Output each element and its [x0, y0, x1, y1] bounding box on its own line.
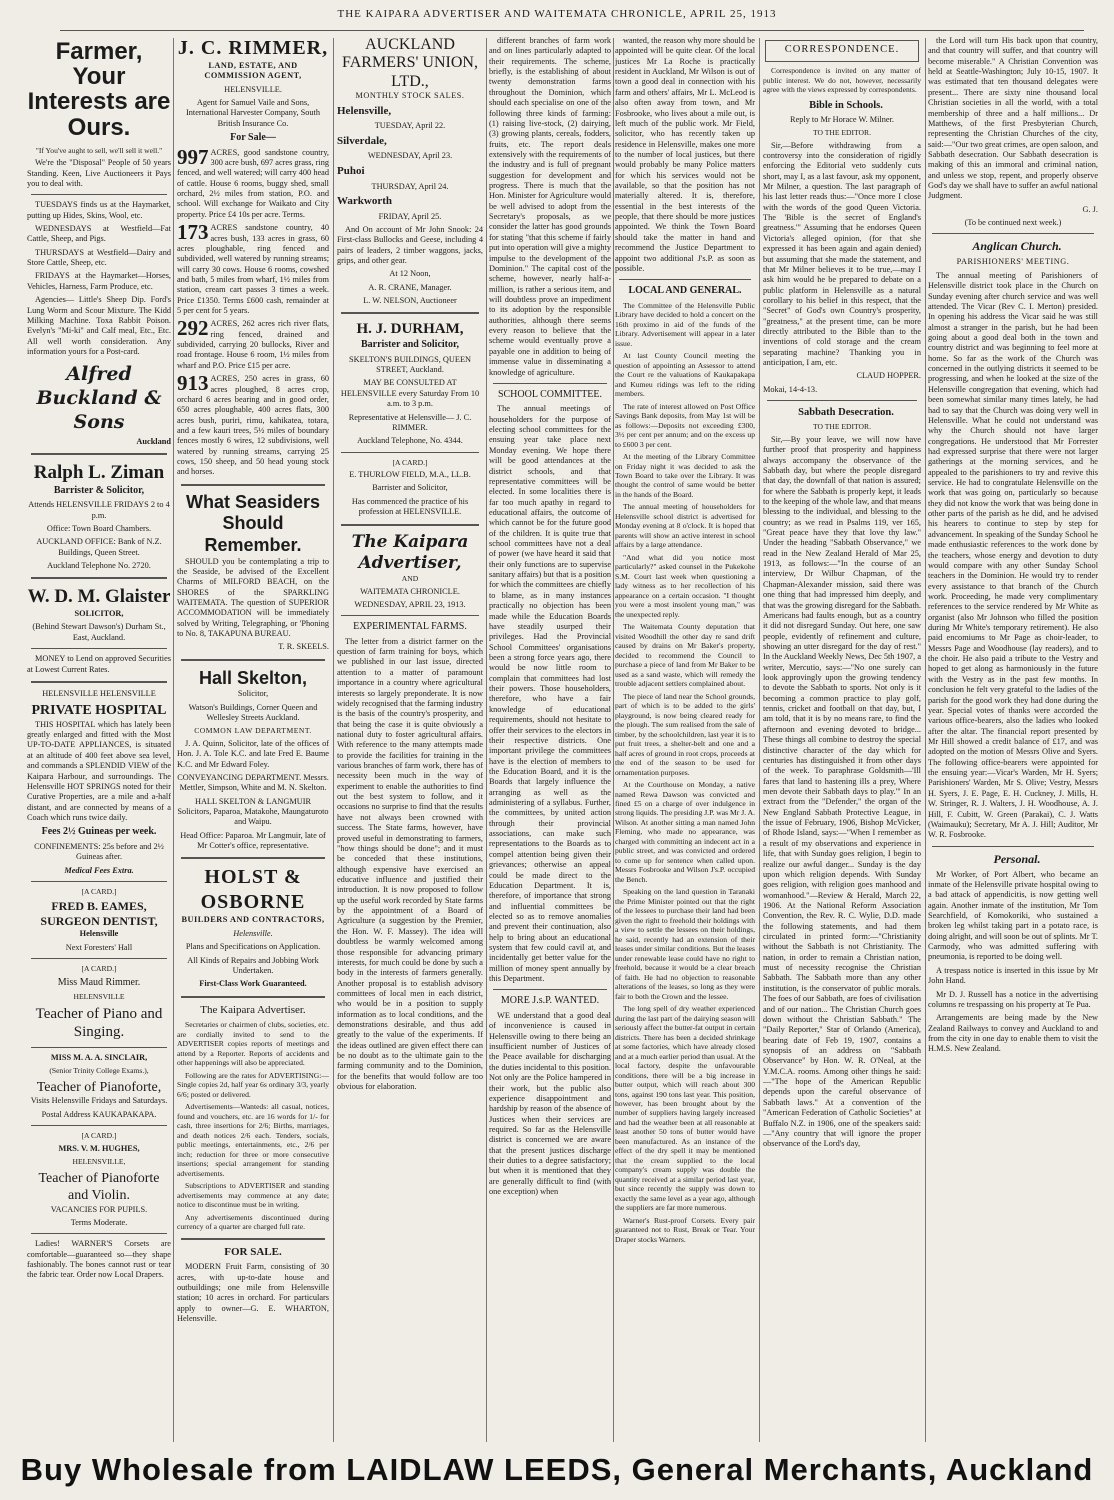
- lg-item-8: The piece of land near the School grounds, part of which is to be added to the girls' playground, is now being cleared ready for the plough. The sum realised from the sale of timber, by the schoolchildren, last year it is to put fruit trees, a shelter-belt and one and a half acres of ground in root crops, proceeds at the end of the season to be used for ornamentation purposes.: [615, 691, 755, 777]
- glaister-address: (Behind Stewart Dawson's) Durham St., East, Auckland.: [32, 622, 166, 642]
- farmer-quote: "If You've aught to sell, we'll sell it well.": [35, 145, 163, 155]
- skelton-headline: Hall Skelton,: [198, 667, 308, 688]
- durham-consult: MAY BE CONSULTED AT HELENSVILLE every Saturday From 10 a.m. to 3 p.m.: [340, 378, 480, 409]
- hospital-town: HELENSVILLE HELENSVILLE: [42, 688, 156, 698]
- hospital-extra: Medical Fees Extra.: [64, 865, 134, 875]
- divider: [932, 233, 1094, 234]
- column-rule: [759, 38, 760, 1442]
- holst-repairs: All Kinds of Repairs and Jobbing Work Undertaken.: [187, 955, 319, 975]
- sale-warkworth-date: FRIDAY, April 25.: [378, 211, 442, 221]
- sabbath-signature: G. J.: [1082, 204, 1098, 214]
- sale-silverdale: Silverdale,: [337, 134, 387, 147]
- lg-item-6: "And what did you notice most particularly?" asked counsel in the Pukekohe S.M. Court last week when questioning a lady witness as to her recollection of his appearance on a certain occasion. "I thought you were a most insolent young man," was the unexpected reply.: [615, 552, 755, 619]
- divider: [767, 400, 917, 401]
- farmer-headline: Farmer, Your Interests are Ours.: [27, 38, 171, 141]
- ef-body: The letter from a district farmer on the question of farm training for boys, which we published in our last issue, directed attention to a matter of paramount importance in a country where agricultural interests so largely preponderate. It is now widely recognised that the farming industry is the basis of the country's prosperity, and that being the case it is quite obviously a national duty to foster agricultural affairs. With reference to the many attempts made to provide the facilities for training in the various branches of farm work, there has of necessity been much in the way of experiment to enable the authorities to find out the best system to follow, and it occasions no surprise to find that the results have not always been crowned with success. The State farms, however, have proved useful in demonstrating to farmers, "how things should be done"; and it must be conceded that these institutions, although expensive have exercised an educative influence and justified their introduction. It is now proposed to follow up the useful work recorded by State farms by the appointment of a Board of Agriculture (a suggestion by the Premier, the Hon. W. F. Massey). The idea will doubtless be warmly welcomed among those responsible for advancing primary interests, for much could be done by such a body in the interests of farmers generally. Another proposal is to establish advisory committees of local men in each district, who would be in a position to supply information as to local conditions, and the demonstrations desirable, and thus add greatly to the value of the experiments. If the ideas outlined are given effect there can be no doubt as to the ultimate gain to the farming community and to the Dominion, for the benefits that would follow are too obvious for elaboration.: [337, 636, 483, 1092]
- corsets-ad: Ladies! WARNER'S Corsets are comfortable—guaranteed so—they shape fashionably. The bones cannot rust or tear the fabric tear. Order now Local Drapers.: [27, 1239, 171, 1280]
- sale-puhoi-date: THURSDAY, April 24.: [371, 181, 449, 191]
- column-6: [763, 36, 921, 1444]
- seasiders-body: SHOULD you be contemplating a trip to the Seaside, be advised of the Excellent Charms of MILFORD BEACH, on the SHORES of the SPARKLING WAITEMATA. The question of SUPERIOR ACCOMMODATION will be immediately solved by Writing, Telegraphing, or 'Phoning to No. 8, TAKAPUNA BUREAU.: [177, 556, 329, 639]
- divider: [181, 857, 325, 859]
- paper-title: The Kaipara Advertiser,: [351, 531, 469, 573]
- hughes-name: MRS. V. M. HUGHES,: [58, 1143, 140, 1153]
- hughes-vacancies: VACANCIES FOR PUPILS.: [50, 1204, 148, 1214]
- lg-item-1: The Committee of the Helensville Public Library have decided to hold a concert on the 16th proximo in aid of the funds of the Library. Advertisement will appear in a later issue.: [615, 300, 755, 348]
- personal-item-3: Mr D. J. Russell has a notice in the advertising columns re trespassing on his property at Te Pua.: [928, 989, 1098, 1009]
- bible-reply: Reply to Mr Horace W. Milner.: [790, 114, 894, 124]
- listing-913: [177, 371, 329, 478]
- durham-role: Barrister and Solicitor,: [360, 339, 460, 351]
- column-3: [337, 36, 483, 1444]
- jp-continued: wanted, the reason why more should be appointed will be quite clear. Of the local justices Mr La Roche is practically resident in Auckland, Mr Wilson is out of town a good deal in connection with his farm and others' affairs, Mr L. McLeod is also often away from town, and Mr Fosbrooke, who lives about a mile out, is left much of the public work. Mr Field, solicitor, who has recently taken up residence in Helensville, makes one more to the number of local justices, but there would probably be many Police matters for which his services would not be available, so that the position has not materially altered. It is, therefore, essential in the best interests of the people, that there should be more justices appointed. We think the Town Board should take the matter in hand and recommend the Justice Department to appoint two additional J's.P. as soon as possible.: [615, 36, 755, 273]
- bible-body: Sir,—Before withdrawing from a controversy into the consideration of rigidly enforcing the Editorial veto suddenly cuts short, may I, as a last favour, ask my opponent, Mr Milner, a question. The last paragraph of his last letter reads thus:—"Once more I close with the words of the good Queen Victoria. The 'Bible is the secret of England's greatness.'" Assuming that he endorses Queen Victoria's alleged opinion, (for that she expressed it has been again and again denied) but assuming that she made the statement, and that Mr Milner believes it to be true,—may I ask him would he be prepared to debate on a public platform in Helensville as a natural corollary to his belief in this respect, that the "Secret" of God's own Country's prosperity, "greatness," at the present time, can be more directly attributed to the Bible than to the inventions of cold storage and the cream separating machine? Thanking you in anticipation, I am, etc.: [763, 140, 921, 368]
- sinclair-name: MISS M. A. A. SINCLAIR,: [50, 1053, 148, 1063]
- farmer-fridays: FRIDAYS at the Haymarket—Horses, Vehicles, Harness, Farm Produce, etc.: [27, 271, 171, 291]
- card-label: [A CARD.]: [392, 457, 428, 467]
- anglican-sub: PARISHIONERS' MEETING.: [956, 257, 1070, 267]
- rimmer-teacher-role: Teacher of Piano and Singing.: [35, 1005, 163, 1041]
- column-rule: [925, 38, 926, 1442]
- sale-body: MODERN Fruit Farm, consisting of 30 acres, with up-to-date house and outbuildings; one mile from Helensville station; 10 acres in orchard. For particulars apply to owner—G. E. WHARTON, Helensville.: [177, 1262, 329, 1324]
- divider: [341, 615, 479, 616]
- divider: [181, 484, 325, 486]
- listing-292-text: ACRES, 262 acres rich river flats, ring fenced, drained and subdivided, carrying 20 bullocks, River and road frontage. House 6 room, 1½ miles from wharf and P.O. Price £15 per acre.: [177, 319, 329, 370]
- ziman-name: Ralph L. Ziman: [33, 461, 165, 483]
- seasiders-headline: What Seasiders Should Remember.: [185, 491, 321, 555]
- divider: [493, 989, 607, 990]
- divider: [31, 194, 167, 195]
- durham-telephone: Auckland Telephone, No. 4344.: [357, 436, 463, 446]
- listing-173: [177, 220, 329, 316]
- holst-guarantee: First-Class Work Guaranteed.: [199, 979, 307, 989]
- glaister-name: W. D. M. Glaister: [27, 586, 171, 608]
- corr-headline: CORRESPONDENCE.: [784, 44, 900, 55]
- corr-note: Correspondence is invited on any matter of public interest. We do not, however, necessarily agree with the views expressed by correspondents.: [763, 66, 921, 95]
- holst-plans: Plans and Specifications on Application.: [185, 942, 321, 952]
- hospital-confinements: CONFINEMENTS: 25s before and 2½ Guineas after.: [34, 841, 164, 862]
- money-notice: MONEY to Lend on approved Securities at Lowest Current Rates.: [27, 654, 171, 674]
- column-rule: [173, 38, 174, 1442]
- skelton-head-office: Head Office: Paparoa. Mr Langmuir, late of Mr Cotter's office, representative.: [180, 830, 326, 851]
- divider: [181, 1238, 325, 1240]
- masthead: [0, 0, 1114, 38]
- lg-item-3: The rate of interest allowed on Post Office Savings Bank deposits, from May 1st will be as follows:—Deposits not exceeding £300, 3½ per cent per annum; and on the excess up to £600 3 per cent.: [615, 401, 755, 449]
- field-role: Barrister and Solicitor,: [372, 483, 448, 493]
- listing-913-acres: 913: [177, 371, 209, 396]
- personal-item-4: Arrangements are being made by the New Zealand Railways to convey and Auckland to and from the city in one day to enable them to visit the H.M.S. New Zealand.: [928, 1013, 1098, 1054]
- rimmer-headline: J. C. RIMMER,: [177, 37, 329, 59]
- anglican-headline: Anglican Church.: [972, 239, 1062, 254]
- sinclair-visits: Visits Helensville Fridays and Saturdays.: [30, 1096, 168, 1106]
- eames-address: Next Foresters' Hall: [65, 942, 133, 952]
- divider: [31, 681, 167, 683]
- divider: [31, 1125, 167, 1126]
- sale-warkworth: Warkworth: [337, 194, 392, 207]
- eames-name: FRED B. EAMES,: [51, 899, 147, 914]
- durham-name: H. J. DURHAM,: [356, 321, 464, 338]
- sale-headline: FOR SALE.: [224, 1245, 282, 1258]
- column-7: [928, 36, 1098, 1444]
- farmer-tuesdays: TUESDAYS finds us at the Haymarket, putting up Hides, Skins, Wool, etc.: [27, 200, 171, 220]
- sc-body: The annual meetings of householders for the purpose of electing school committees for the ensuing year take place next Monday evening. We hope there will be good attendances at the district schools, and that representative committees will be elected. In some localities there is far too much apathy in regard to educational affairs, the outcome of which cannot be for the future good of the children. It is quite true that school committees have not a deal of power (we have heard it said that their only functions are to supervise sanitary affairs) but that is a position for which the committees are chiefly to blame, as in many instances practically no objection has been made while the Education Boards have steadily usurped their privileges. Had the Provincial School Committees' organisations been a strong force years ago, there would be now little room to complain that committees had lost their powers. Those householders, therefore, who have a fair knowledge of educational requirements, should not hesitate to offer their services to the electors in their respective districts. One important privilege the committees have is the election of members to the Education Board, and it is the Boards that largely influence the arranging as well as the administering of a syllabus. Further, the committees, by united action through their provincial associations, can make such representations to the Boards as to compel attention being given their grievances; otherwise an appeal could be made direct to the Education Department. It is, therefore, of importance that strong and influential committees be elected so as to remove anomalies and prevent their continuation, also help to bring about an educational system that few could cavil at, and incidentally get better value for the million of money spent annually by this Department.: [489, 404, 611, 984]
- jp-body: WE understand that a good deal of inconvenience is caused in Helensville owing to there being an insufficient number of Justices of the Peace available for discharging the duties incidental to this position. Not only are the Police hampered in their work, but the public also experience disappointment and hardship by reason of the absence of Justices when their services are required. So far as the Helensville district is concerned we are aware that the present justices discharge their duties to a degree satisfactory; but when it is mentioned that they are generally difficult to find (with one exception) when: [489, 1010, 611, 1197]
- masthead-rule: [60, 30, 1084, 31]
- afu-headline: AUCKLAND FARMERS' UNION, LTD.,: [342, 36, 478, 90]
- skelton-langmuir: HALL SKELTON & LANGMUIR Solicitors, Paparoa, Matakohe, Maungaturoto and Waipu.: [177, 796, 329, 827]
- ziman-telephone: Auckland Telephone No. 2720.: [47, 561, 151, 570]
- for-sale-label: For Sale—: [230, 132, 276, 144]
- jp-headline: MORE J.s.P. WANTED.: [500, 995, 600, 1007]
- listing-997-acres: 997: [177, 144, 209, 169]
- lg-item-7: The Waitemata County deputation that visited Woodhill the other day re sand drift caused by drains on Mr Baker's property, decided to recommend the Council to purchase a piece of land from Mr Baker to be used as a sand waste, which will remedy the trouble adjacent settlers complained about.: [615, 622, 755, 689]
- holst-sub: BUILDERS AND CONTRACTORS,: [181, 915, 325, 925]
- skelton-address: Watson's Buildings, Corner Queen and Wellesley Streets Auckland.: [188, 702, 318, 723]
- ka-headline: The Kaipara Advertiser.: [200, 1003, 306, 1016]
- rimmer-agent-for: Agent for Samuel Vaile and Sons, International Harvester Company, South British Insurance Co.: [185, 98, 321, 128]
- ziman-attends: Attends HELENSVILLE FRIDAYS 2 to 4 p.m.: [28, 500, 170, 520]
- sabbath-body: Sir,—By your leave, we will now have further proof that prosperity and happiness always accompany the observance of the Sabbath day, but where the people disregard that day, the downfall of that nation is assured; for where the Sabbath is properly kept, it leads to the keeping of the whole law, and that means blessing to the individual, and blessing to the country; as we read in Psalms 119, ver 165, "Great peace have they that love thy law." Under the heading "Sabbath Observance," we read in the New Zealand Herald of Mar 25, 1913, as follows:—"In the course of an interview, Dr Wilbur Chapman, of the Chapman-Alexander mission, said there was one thing that had impressed him deeply, and that was the growing disregard for the Sabbath. Americans had faults enough, but as a country it did not disregard Sunday. Out here, one saw people, evidently of refinement and culture, showing an utter disregard for the day of rest." In the Auckland Weekly News, Dec 5th 1907, a writer, Mercutio, says:—"No one surely can look approvingly upon the growing tendency to devote the Sabbath to sports. Not only is it becoming a common practice to play golf, tennis, cricket and football on that day, but, I am told, that it is by no means rare, to find the afternoon and evening devoted to bridge... These things all combine to destroy the special distinctive character of the day which for centuries has distinguished it from other days of the week. To paraphrase Goldsmith—'Ill fares that land to hastening ills a prey, Where men devote their Sabbath days to play.'" In an extract from the "Defender," the organ of the New England Sabbath Protective League, in the issue of February, 1906, Bishop McVicker, of Rhode Island, says:—"When I remember as a result of my observations and experience in life, that with Sunday goes religion, I begin to realize our awful danger... Sunday is the day upon which religion depends. With Sunday goes religion, with religion goes manhood and womanhood."—Review & Herald, March 22, 1906. At the National Reform Association Convention, the Rev. R. C. Wylie, D.D. made the following statements, and had them circulated in printed form:—"Christianity without the Sabbath is not Christianity. The nation, in order to remain a Christian nation, must of necessity recognise the Christian Sabbath. The Sabbath more than any other institution, is the conservator of public morals. The foes of our Sabbath, are foes of civilisation and of our nation... The Christian Church goes down without the Christian Sabbath." The "Daily Reporter," Star of Orlando (America), bearing date of Feb 19, 1907, contains a synopsis of an address on "Sabbath Observance" by Hon. W. R. O'Neal, at the Y.M.C.A. rooms. Among other things he said:—"The hope of the American Republic depends upon the careful observance of Sabbath laws." At a convention of the "American Federation of Catholic Societies" at Buffalo N.Z. in 1906, one of the speakers said:—"Any country that will ignore the proper observance of the Lord's day,: [763, 434, 921, 1149]
- divider: [181, 659, 325, 661]
- skelton-law-dept: COMMON LAW DEPARTMENT.: [194, 726, 312, 736]
- anglican-body: The annual meeting of Parishioners of Helensville district took place in the Church on Sunday evening after church service and was well attended. The Vicar (Rev C. I. Merton) presided. In opening his address the Vicar said he was still almost a stranger in the parish, but he had been going about a good deal both in the town and country district and was beginning to feel more at home. So far as the work of the Church was concerned in the outlying districts it seemed to be progressing, and when he looked at the size of the Helensville congregation that evening, which had been somewhat similar many times lately, he had had to say that the Church was doing very well in Helensville. What he could not understand was why the Church should not have larger congregations. He understood that Mr Forrester had expressed surprise that there were not larger gatherings at the morning services, and he appealed to the parishioners to try and revive this service. He had to congratulate Helensville on the work that was going on, particularly so because they did not know the work that was being done in other parts of the parish as he did, and he advised his hearers to continue to step by step for advancement. In speaking of the Sunday School he made enthusiastic references to the work done by the teachers, whose energy and devotion to duty would compare with any other Sunday School teachers in the Dominion. He would try to render every assistance to that branch of the Church work. Proceeding, he made very complimentary references to the service rendered by Mr White as organist (also Mr Johnson who filled the position during Mr White's temporary retirement). He also paid encomiums to Mr Page as choir-leader, to Messrs Page and Woodhouse (lay readers), and to the choir. He also paid a tribute to the Vestry and hoped to get along as harmoniously in the future with the Vestry as in the past few months. In conclusion he felt very grateful to the ladies of the parish for the good work they had done during the year. Special votes of thanks were accorded the various office-bearers, also the ladies who looked after the altar. The financial report presented by Mr Hill showed a credit balance of £17, and was adopted on the motion of Messrs Olive and Syers. The following office-bearers were appointed for the ensuing year:—Vicar's Warden, Mr H. Syers; Parishioners' Warden, Mr S. Olive; Vestry, Messrs H. Syers, J. E. Page, E. H. Cuckney, J. Mills, H. W. Stringer, R. J. Walters, J. H. Woodhouse, A. J. Hill, F. Cubitt, W. Green (Parakai), C. J. Watts (Waimauku); Secretary, Mr A. J. Hill; Auditor, Mr W. R. Fosbrooke.: [928, 270, 1098, 840]
- ka-body-5: Any advertisements discontinued during currency of a quarter are charged full rate.: [177, 1212, 329, 1232]
- listing-997-text: ACRES, good sandstone country, 300 acre bush, 697 acres grass, ring fenced, and well watered; will carry 400 head of cattle. House 6 rooms, buggy shed, small orchard, 2½ miles from station, P.O. and school. Will exchange for Waikato and City property. Price £4 10s per acre. Terms.: [177, 147, 329, 219]
- lg-item-5: The annual meeting of householders for Helensville school district is advertised for Monday evening at 8 o'clock. It is hoped that parents will show an active interest in school affairs by a large attendance.: [615, 502, 755, 550]
- ka-body-1: Secretaries or chairmen of clubs, societies, etc. are cordially invited to send to the ADVERTISER copies reports of meetings and attend by a Reporter. Reports of accidents and other happenings will also be appreciated.: [177, 1020, 329, 1068]
- listing-173-acres: 173: [177, 220, 209, 245]
- hospital-fees: Fees 2½ Guineas per week.: [41, 826, 157, 838]
- listing-292: [177, 316, 329, 371]
- hughes-role: Teacher of Pianoforte and Violin.: [38, 1170, 160, 1203]
- holst-headline: HOLST & OSBORNE: [200, 866, 306, 914]
- personal-headline: Personal.: [993, 851, 1041, 866]
- sale-warkworth-note: And On account of Mr John Snook: 24 First-class Bullocks and Geese, including 4 pairs of leaders, 2 timber waggons, jacks, grips, and other gear.: [337, 224, 483, 266]
- lg-item-4: At the meeting of the Library Committee on Friday night it was decided to ask the Town Board to take over the Library. It was thought the control of same would be better in the hands of the Board.: [615, 452, 755, 499]
- sc-headline: SCHOOL COMMITTEE.: [497, 388, 603, 400]
- field-body: Has commenced the practice of his profession at HELENSVILLE.: [351, 496, 469, 517]
- skelton-conveyancing: CONVEYANCING DEPARTMENT. Messrs. Mettler, Simpson, White and M. N. Skelton.: [177, 772, 329, 793]
- to-editor-label: TO THE EDITOR.: [812, 422, 871, 432]
- divider: [31, 453, 167, 455]
- afu-auctioneer: L. W. NELSON, Auctioneer: [363, 296, 457, 306]
- rimmer-town: HELENSVILLE.: [224, 84, 282, 94]
- sabbath-headline: Sabbath Desecration.: [798, 407, 894, 419]
- bible-signature: CLAUD HOPPER.: [856, 371, 921, 381]
- sale-helensville-date: TUESDAY, April 22.: [374, 121, 446, 131]
- hospital-heading: PRIVATE HOSPITAL: [31, 703, 167, 719]
- firm-signature: Alfred Buckland & Sons: [36, 363, 162, 433]
- divider: [31, 1047, 167, 1048]
- personal-item-2: A trespass notice is inserted in this issue by Mr John Hand.: [928, 965, 1098, 986]
- sale-time: At 12 Noon,: [389, 269, 431, 279]
- ka-body-2: Following are the rates for ADVERTISING:—Single copies 2d, half year 6s ordinary 3/3, yearly 6/6; posted or delivered.: [177, 1070, 329, 1099]
- farmer-wednesdays: WEDNESDAYS at Westfield—Fat Cattle, Sheep, and Pigs.: [27, 224, 171, 244]
- divider: [341, 452, 479, 453]
- column-1: [27, 36, 171, 1444]
- lg-item-9: At the Courthouse on Monday, a native named Rewa Dawson was convicted and fined £5 on a charge of over indulgence in strong liquids. The presiding J.P. was Mr J. A. Wilson. At another sitting a man named John Fleming, who made no appearance, was charged with committing an indecent act in a public street, and was convicted and ordered to come up for sentence when called upon. Messrs Fosbrooke and Wilson J's.P. occupied the Bench.: [615, 780, 755, 884]
- farmer-intro: We're the "Disposal" People of 50 years Standing. Keen, Live Auctioneers it Pays you to deal with.: [27, 158, 171, 188]
- rimmer-teacher-name: Miss Maud Rimmer.: [57, 976, 141, 988]
- hospital-body: THIS HOSPITAL which has lately been greatly enlarged and fitted with the Most UP-TO-DATE APPLIANCES, is situated at an altitude of 400 feet above sea level, and commands a SPLENDID VIEW of the Kaipara Harbour, and surroundings. The Helensville HOT SPRINGS noted for their Curative Properties, are a mile and a-half distant, and are connected by means of a Coach which runs twice daily.: [27, 719, 171, 822]
- column-rule: [613, 38, 614, 1442]
- durham-address: SKELTON'S BUILDINGS, QUEEN STREET, Auckland.: [348, 354, 472, 375]
- masthead-title: THE KAIPARA ADVERTISER AND WAITEMATA CHRONICLE, APRIL 25, 1913: [337, 8, 777, 20]
- field-name: E. THURLOW FIELD, M.A., LL.B.: [349, 470, 471, 480]
- personal-item-1: Mr Worker, of Port Albert, who became an inmate of the Helensville private hospital owing to a bad attack of appendicitis, is now getting well again. Another inmate of the institution, Mr Tom Searchfield, of Komokoriki, who sustained a broken leg whilst taking part in a potato race, is doing alright, and will soon be out of splints. Mr T. Carmody, who was admitted suffering with pneumonia, is reported to be doing well.: [928, 869, 1098, 962]
- ka-body-3: Advertisements—Wanteds: all casual, notices, found and vouchers, etc. are 16 words for 1/- for cash, three insertions for 2/6; Births, marriages, and death notices 2/6 each. Tenders, socials, public meetings, entertainments, etc., 2/6 per inch; reduction for three or more consecutive insertions; special arrangement for standing advertisements.: [177, 1102, 329, 1178]
- divider: [181, 996, 325, 998]
- column-2: [177, 36, 329, 1444]
- eames-town: Helensville: [79, 929, 119, 939]
- footer-banner: Buy Wholesale from LAIDLAW LEEDS, General Merchants, Auckland: [20, 1452, 1094, 1487]
- listing-997: [177, 144, 329, 221]
- bible-place: Mokai, 14-4-13.: [763, 384, 818, 394]
- divider: [31, 958, 167, 959]
- lg-item-10: Speaking on the land question in Taranaki the Prime Minister pointed out that the right of the lessees to purchase their land had been given the right to freehold their holdings with a view to settle the lessees on their holdings, he said, recently had an extension of their leases under similar conditions. But the leases under renewable lease could have no right to freehold, because it would be a clear breach of faith. He had no objection to reasonable alterations of the leases, so long as they were fair to both the Crown and the lessee.: [615, 887, 755, 1001]
- divider: [932, 846, 1094, 847]
- ka-body-4: Subscriptions to ADVERTISER and standing advertisements may commence at any date; notice to discontinue must be in writing.: [177, 1181, 329, 1210]
- card-label: [A CARD.]: [81, 1131, 117, 1141]
- column-rule: [486, 38, 487, 1442]
- eames-role: SURGEON DENTIST,: [40, 914, 158, 929]
- divider: [341, 524, 479, 526]
- sinclair-role: Teacher of Pianoforte,: [36, 1079, 162, 1095]
- to-editor-label: TO THE EDITOR.: [812, 128, 871, 138]
- column-5: [615, 36, 755, 1444]
- durham-representative: Representative at Helensville— J. C. RIMMER.: [348, 412, 472, 432]
- afu-sub: MONTHLY STOCK SALES.: [355, 91, 465, 101]
- firm-town: Auckland: [136, 436, 171, 446]
- listing-292-acres: 292: [177, 316, 209, 341]
- sabbath-continued-note: (To be continued next week.): [964, 218, 1062, 228]
- sale-silverdale-date: WEDNESDAY, April 23.: [367, 151, 453, 161]
- paper-sub: WAITEMATA CHRONICLE.: [360, 586, 460, 596]
- sinclair-sub: (Senior Trinity College Exams.),: [49, 1066, 149, 1076]
- sale-puhoi: Puhoi: [337, 164, 365, 177]
- paper-date: WEDNESDAY, APRIL 23, 1913.: [354, 599, 466, 609]
- lg-item-2: At last County Council meeting the question of appointing an Assessor to attend the Court re the valuations of Kaukapakapa and Kumeu ridings was left to the riding members.: [615, 351, 755, 399]
- column-rule: [333, 38, 334, 1442]
- divider: [31, 577, 167, 579]
- divider: [31, 1233, 167, 1234]
- listing-173-text: ACRES sandstone country, 40 acres bush, 133 acres in grass, 60 acres ploughable, ring fenced and subdivided, well watered by running streams; will carry 30 cows. House 6 rooms, cowshed and bath, 5 miles from wharf, 1½ miles from station, cream cart passes 3 times a week. Price £1350. Terms £600 cash, remainder at 5 per cent for 5 years.: [177, 223, 329, 316]
- divider: [341, 312, 479, 314]
- divider: [619, 279, 751, 280]
- seasiders-signature: T. R. SKEELS.: [278, 642, 329, 652]
- listing-913-text: ACRES, 250 acres in grass, 60 acres ploughed, 8 acres crop, orchard 6 acres bearing and in good order, 650 acres ploughable, 400 acres flats, 300 acres bush, puriri, rimu, kahikatea, totara, and a few kauri trees, 5½ miles of boundary fences mostly 6 wires, 12 subdivisions, well watered by running streams, carrying 25 cows, 150 sheep, and 50 head young stock and horses.: [177, 374, 329, 477]
- sabbath-continued: the Lord will turn His back upon that country, and that country will suffer, and that country will become miserable." A Christian Convention was held at Seattle-Washington; July 10-15, 1907. It was estimated that ten thousand delegates were present... There are sixty nine thousand local Christian societies in all the world, with a total membership of three and a half millions... Dr Matthews, of the first Presbyterian Church, representing the Christian Churches of the city, said:—"Our two great crimes, are open saloon, and Sabbath desecration. Our Sabbath desecration is making of this an immoral and criminal nation, and unless we stop, repent, and properly observe God's day we shall have to suffer an awful national Judgment.: [928, 36, 1098, 201]
- ziman-auckland-office: AUCKLAND OFFICE: Bank of N.Z. Buildings, Queen Street.: [36, 537, 162, 557]
- glaister-role: SOLICITOR,: [74, 609, 124, 619]
- ziman-office: Office: Town Board Chambers.: [46, 523, 152, 533]
- bible-headline: Bible in Schools.: [809, 99, 883, 111]
- divider: [31, 881, 167, 882]
- ziman-role: Barrister & Solicitor,: [53, 484, 145, 496]
- sale-helensville: Helensville,: [337, 104, 392, 117]
- card-label: [A CARD.]: [81, 886, 117, 896]
- afu-manager: A. R. CRANE, Manager.: [368, 282, 452, 292]
- divider: [31, 648, 167, 649]
- rimmer-teacher-town: HELENSVILLE: [73, 992, 125, 1002]
- skelton-role: Solicitor,: [237, 689, 269, 699]
- skelton-names: J. A. Quinn, Solicitor, late of the offices of Hon. J. A. Tole K.C. and late Fred E. Baume K.C. and Mr Edward Foley.: [177, 738, 329, 769]
- lg-item-11: The long spell of dry weather experienced during the last part of the dairying season will seriously affect the butter-fat output in certain districts. There has been a decided shrinkage at some factories, which have already closed and at a much earlier period than usual. At the local factory, despite the unfavourable conditions, there will be a big increase in butter output, which will reach about 300 tons, against 190 tons last year. This position, however, has been brought about by the number of suppliers having largely increased and had the weather been at all reasonable at least another 50 tons of butter would have been manufactured. As an instance of the effect of the dry spell it may be mentioned that the cream supplied to the local company's cream supply was double the quantity received at a similar period last year, but since recently the supply was down to exactly the same level as a year ago, although the suppliers are far more numerous.: [615, 1004, 755, 1213]
- column-4: [489, 36, 611, 1444]
- lg-headline: LOCAL AND GENERAL.: [628, 285, 742, 297]
- rimmer-sub: LAND, ESTATE, AND COMMISSION AGENT,: [204, 61, 302, 81]
- farmer-thursdays: THURSDAYS at Westfield—Dairy and Store Cattle, Sheep, etc.: [27, 247, 171, 268]
- holst-town: Helensville.: [233, 928, 273, 938]
- sinclair-address: Postal Address KAUKAPAKAPA.: [41, 1109, 157, 1119]
- card-label: [A CARD.]: [81, 964, 117, 974]
- ef-continued: different branches of farm work and on lines particularly adapted to their requirements. The scheme, briefly, is the establishing of about twenty demonstration farms throughout the Dominion, which should each specialise on one of the following three kinds of farming: (1) raising live-stock, (2) dairying, (3) growing plants, cereals, fodders, fruits, etc. The report deals extensively with the requirements of the industry and is full of pregnant suggestion for development and progress. There is much that the Hon. Minister for Agriculture would be well advised to adopt from the Secretary's proposals, as we consider the latter has good grounds for stating "that this scheme if fairly put into operation will give a mighty impulse to the development of the Dominion." The capital cost of the scheme, however, nearly half-a-million, is rather a serious item, and will doubtless prove an impediment to its adoption by the responsible authorities, although there seems every reason to believe that the scheme would eventually prove a payable one in addition to being of immense value in disseminating a knowledge of agriculture.: [489, 36, 611, 377]
- farmer-agencies: Agencies— Little's Sheep Dip. Ford's Lung Worm and Scour Mixture. The Kidd Milking Machine. Toxa Rabbit Poison. Evelyn's "Mi-ki" and Calf meal, Etc., Etc. All well worth consideration. Any information yours for a Post-card.: [27, 295, 171, 356]
- hughes-terms: Terms Moderate.: [70, 1217, 128, 1227]
- paper-and: AND: [401, 574, 419, 584]
- divider: [493, 383, 607, 384]
- hughes-town: HELENSVILLE,: [72, 1157, 126, 1167]
- ef-headline: EXPERIMENTAL FARMS.: [353, 621, 467, 633]
- correspondence-box: [765, 40, 919, 62]
- lg-item-12: Warner's Rust-proof Corsets. Every pair guaranteed not to Rust, Break or Tear. Your Draper stocks Warners.: [615, 1215, 755, 1244]
